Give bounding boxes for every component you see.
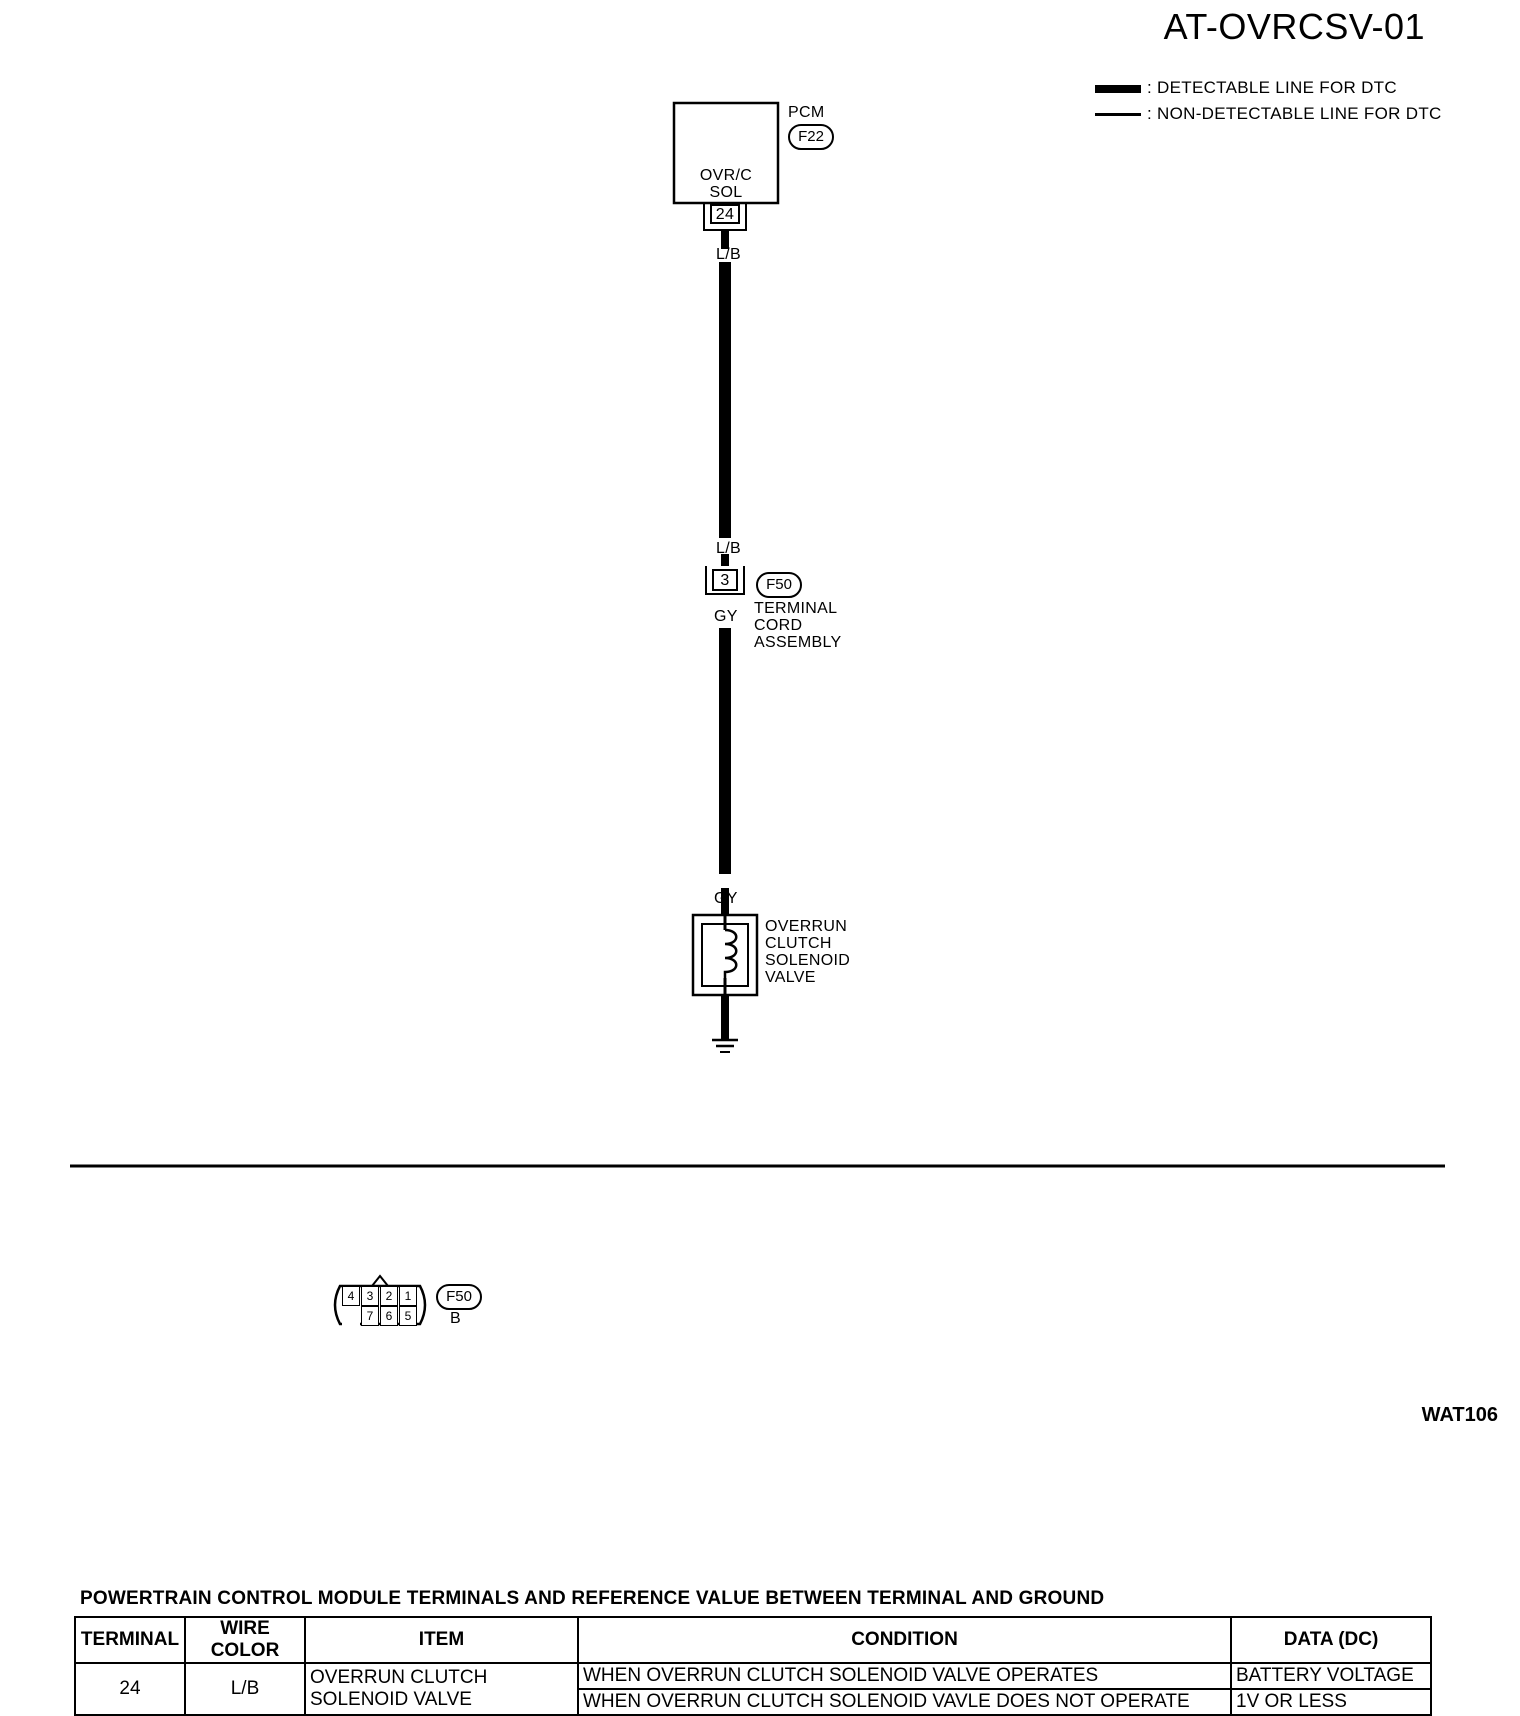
cell-data: BATTERY VOLTAGE xyxy=(1231,1663,1431,1689)
terminal-cord-name-3: ASSEMBLY xyxy=(754,634,842,651)
header-condition: CONDITION xyxy=(578,1617,1231,1663)
header-wire-color: WIRE COLOR xyxy=(185,1617,305,1663)
cell-wire-color: L/B xyxy=(185,1663,305,1715)
cell-condition: WHEN OVERRUN CLUTCH SOLENOID VAVLE DOES NOT OPERATE xyxy=(578,1689,1231,1715)
connector-pin: 3 xyxy=(361,1286,379,1306)
valve-name-2: CLUTCH xyxy=(765,935,832,952)
valve-name-1: OVERRUN xyxy=(765,918,848,935)
table-row xyxy=(75,1663,1431,1689)
cell-item xyxy=(305,1663,578,1715)
figure-code: WAT106 xyxy=(1421,1404,1498,1426)
legend-detectable-label: : DETECTABLE LINE FOR DTC xyxy=(1147,78,1397,97)
cell-terminal: 24 xyxy=(75,1663,185,1715)
connector-pin xyxy=(342,1306,360,1326)
wire-label-pcm: L/B xyxy=(716,246,741,263)
pcm-pin-function-1: OVR/C xyxy=(699,167,753,184)
table-header-row xyxy=(75,1617,1431,1663)
header-data: DATA (DC) xyxy=(1231,1617,1431,1663)
terminal-cord-number: 3 xyxy=(720,572,730,589)
wire-label-cord-top: L/B xyxy=(716,540,741,557)
connector-pin: 1 xyxy=(399,1286,417,1306)
coil-icon xyxy=(725,930,736,978)
wire-label-valve: GY xyxy=(714,890,738,907)
pcm-label: PCM xyxy=(788,104,825,121)
terminal-cord-name-1: TERMINAL xyxy=(754,600,838,617)
table-title: POWERTRAIN CONTROL MODULE TERMINALS AND REFERENCE VALUE BETWEEN TERMINAL AND GROUND xyxy=(80,1588,1105,1609)
connector-pin: 4 xyxy=(342,1286,360,1306)
cell-condition: WHEN OVERRUN CLUTCH SOLENOID VALVE OPERATES xyxy=(578,1663,1231,1689)
connector-color-label: B xyxy=(450,1310,461,1327)
pcm-connector-badge: F22 xyxy=(788,124,834,150)
valve-name-3: SOLENOID xyxy=(765,952,851,969)
connector-latch xyxy=(372,1276,388,1286)
connector-pin: 2 xyxy=(380,1286,398,1306)
connector-pin: 6 xyxy=(380,1306,398,1326)
header-terminal: TERMINAL xyxy=(75,1617,185,1663)
terminal-cord-name-2: CORD xyxy=(754,617,803,634)
pcm-terminal-number: 24 xyxy=(715,206,735,223)
valve-name-4: VALVE xyxy=(765,969,816,986)
connector-pin: 5 xyxy=(399,1306,417,1326)
reference-table xyxy=(74,1616,1432,1716)
connector-view-badge: F50 xyxy=(436,1284,482,1310)
cell-item-line2: SOLENOID VALVE xyxy=(310,1689,472,1710)
header-item: ITEM xyxy=(305,1617,578,1663)
cell-item-line1: OVERRUN CLUTCH xyxy=(310,1667,488,1688)
wire-label-cord-bottom: GY xyxy=(714,608,738,625)
cell-data: 1V OR LESS xyxy=(1231,1689,1431,1715)
diagram-code-title: AT-OVRCSV-01 xyxy=(1163,6,1425,47)
legend-non-detectable-label: : NON-DETECTABLE LINE FOR DTC xyxy=(1147,104,1442,123)
connector-pin: 7 xyxy=(361,1306,379,1326)
terminal-cord-connector-badge: F50 xyxy=(756,572,802,598)
pcm-pin-function-2: SOL xyxy=(709,184,743,201)
